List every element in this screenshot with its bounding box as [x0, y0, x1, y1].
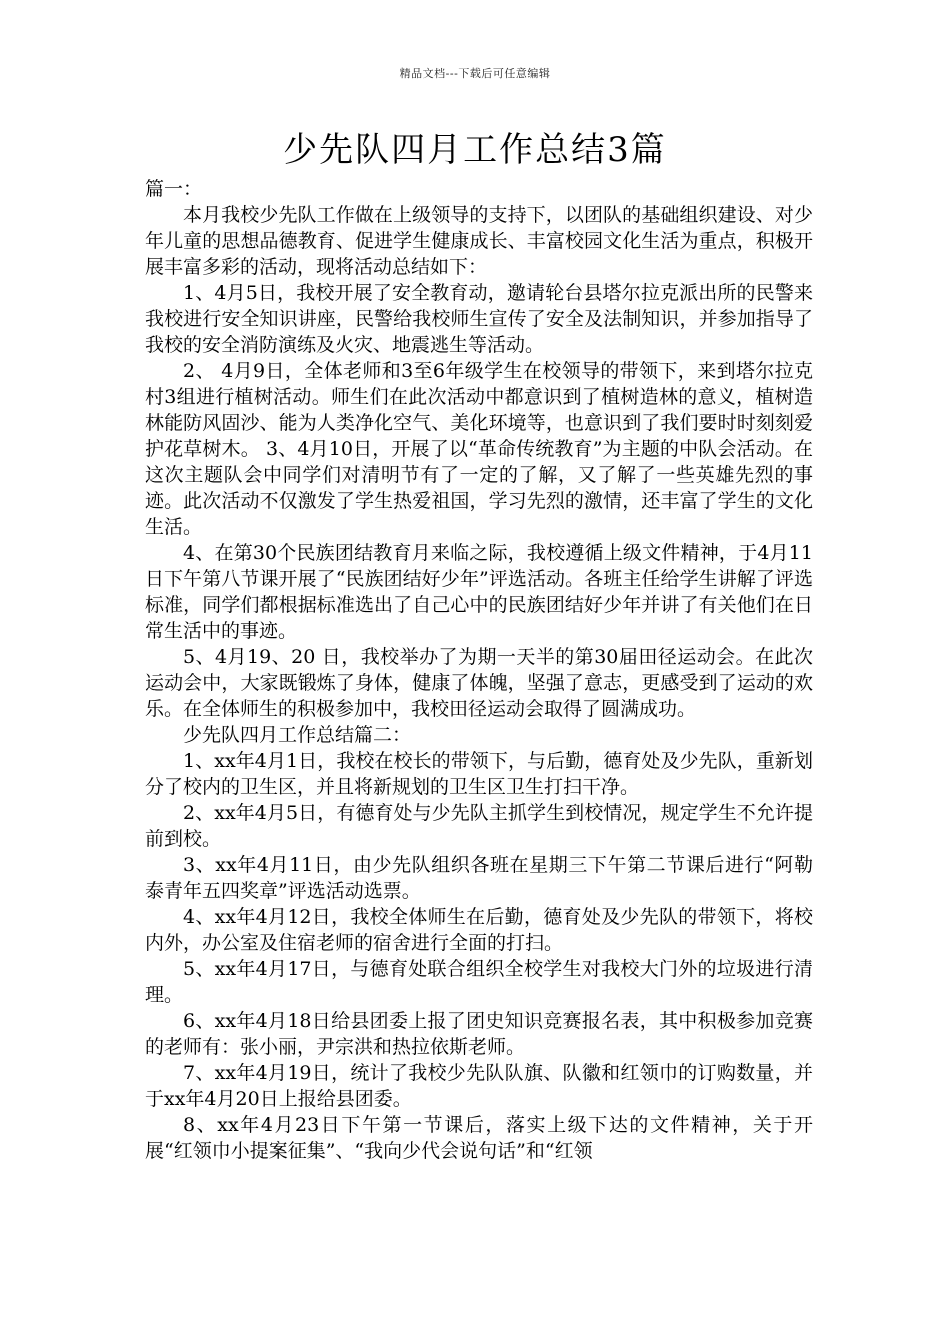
paragraph: 5、xx年4月17日，与德育处联合组织全校学生对我校大门外的垃圾进行清理。: [145, 958, 813, 1006]
paragraph: 6、xx年4月18日给县团委上报了团史知识竞赛报名表，其中积极参加竞赛的老师有：张小丽，尹宗洪和热拉依斯老师。: [145, 1010, 813, 1058]
section-label: 篇一：: [145, 178, 203, 200]
paragraph: 8、xx年4月23日下午第一节课后，落实上级下达的文件精神，关于开展“红领巾小提案征集”、“我向少代会说句话”和“红领: [145, 1114, 813, 1162]
paragraph: 4、在第30个民族团结教育月来临之际，我校遵循上级文件精神，于4月11日下午第八节课开展了“民族团结好少年”评选活动。各班主任给学生讲解了评选标准，同学们都根据标准选出了自己心中的民族团结好少年并讲了有关他们在日常生活中的事迹。: [145, 542, 813, 642]
paragraph: 1、4月5日，我校开展了安全教育动，邀请轮台县塔尔拉克派出所的民警来我校进行安全知识讲座，民警给我校师生宣传了安全及法制知识，并参加指导了我校的安全消防演练及火灾、地震逃生等活动。: [145, 282, 813, 356]
paragraph: 5、4月19、20 日，我校举办了为期一天半的第30届田径运动会。在此次运动会中，大家既锻炼了身体，健康了体魄，坚强了意志，更感受到了运动的欢乐。在全体师生的积极参加中，我校田径运动会取得了圆满成功。: [145, 646, 813, 720]
paragraph: 1、xx年4月1日，我校在校长的带领下，与后勤，德育处及少先队，重新划分了校内的卫生区，并且将新规划的卫生区卫生打扫干净。: [145, 750, 813, 798]
paragraph: 2、 4月9日，全体老师和3至6年级学生在校领导的带领下，来到塔尔拉克村3组进行植树活动。师生们在此次活动中都意识到了植树造林的意义，植树造林能防风固沙、能为人类净化空气、美化环境等，也意识到了我们要时时刻刻爱护花草树木。 3、4月10日，开展了以“革命传统教育”为主题的中队会活动。在这次主题队会中同学们对清明节有了一定的了解，又了解了一些英雄先烈的事迹。此次活动不仅激发了学生热爱祖国，学习先烈的激情，还丰富了学生的文化生活。: [145, 360, 813, 538]
paragraph: 4、xx年4月12日，我校全体师生在后勤，德育处及少先队的带领下，将校内外，办公室及住宿老师的宿舍进行全面的打扫。: [145, 906, 813, 954]
document-body: [145, 176, 813, 1164]
header-note: 精品文档---下载后可任意编辑: [399, 67, 551, 80]
paragraph: 2、xx年4月5日，有德育处与少先队主抓学生到校情况，规定学生不允许提前到校。: [145, 802, 813, 850]
document-title: 少先队四月工作总结3篇: [283, 130, 667, 170]
paragraph: 7、xx年4月19日，统计了我校少先队队旗、队徽和红领巾的订购数量，并于xx年4月20日上报给县团委。: [145, 1062, 813, 1110]
paragraph: 本月我校少先队工作做在上级领导的支持下，以团队的基础组织建设、对少年儿童的思想品德教育、促进学生健康成长、丰富校园文化生活为重点，积极开展丰富多彩的活动，现将活动总结如下：: [145, 204, 813, 278]
paragraph: 3、xx年4月11日，由少先队组织各班在星期三下午第二节课后进行“阿勒泰青年五四奖章”评选活动选票。: [145, 854, 813, 902]
section-heading: 少先队四月工作总结篇二：: [183, 724, 412, 746]
